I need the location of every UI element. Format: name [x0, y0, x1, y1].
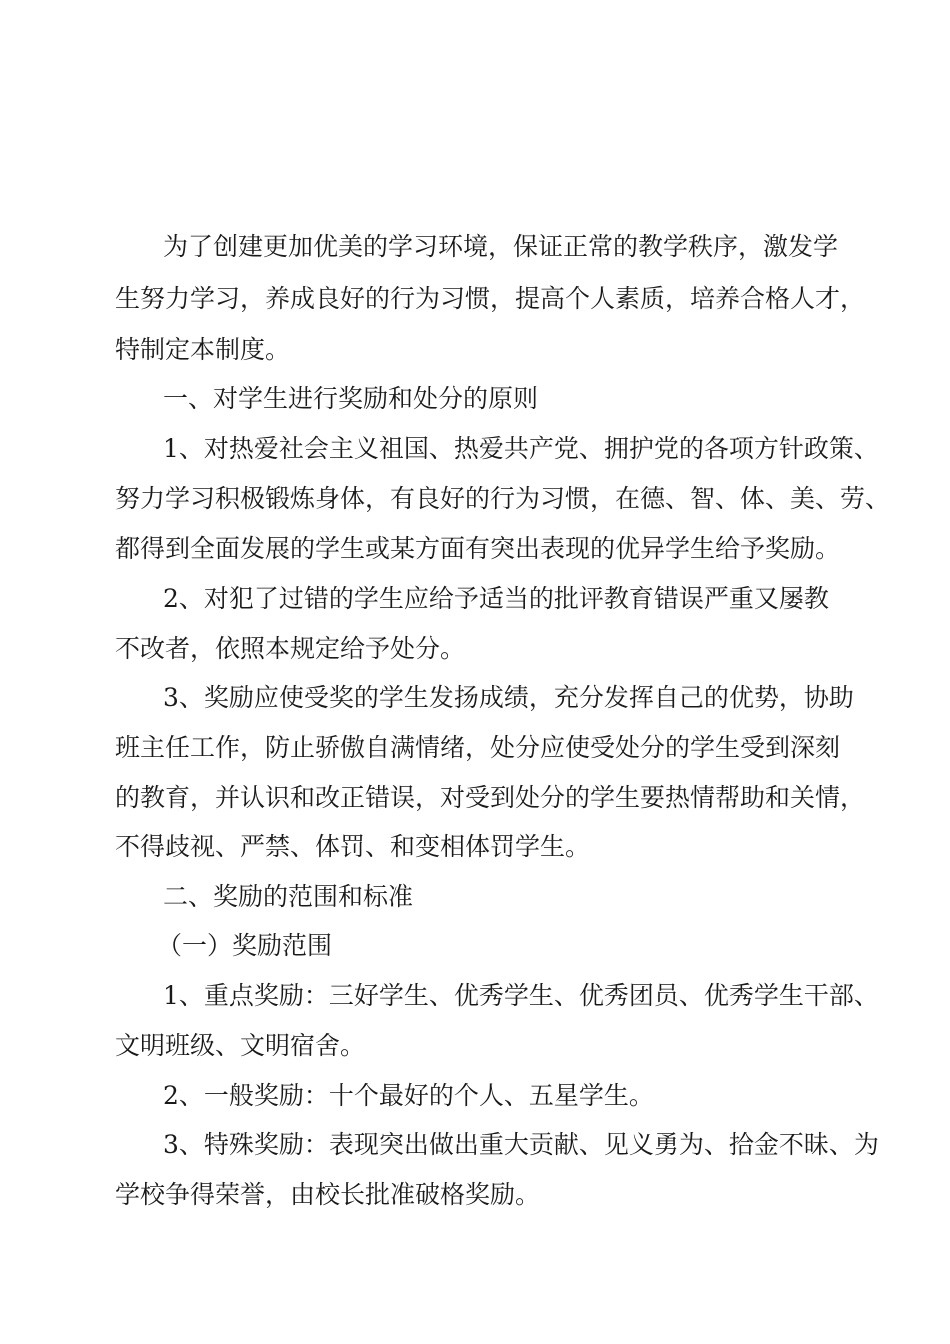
subsection-heading-scope: （一）奖励范围	[157, 931, 333, 960]
section-heading-rewards: 二、奖励的范围和标准	[163, 882, 414, 911]
principle-3-line-4: 不得歧视、严禁、体罚、和变相体罚学生。	[115, 832, 591, 861]
paragraph-intro-line-2: 生努力学习，养成良好的行为习惯，提高个人素质，培养合格人才，	[115, 284, 866, 313]
principle-1-line-2: 努力学习积极锻炼身体，有良好的行为习惯，在德、智、体、美、劳、	[115, 484, 891, 513]
section-heading-principles: 一、对学生进行奖励和处分的原则	[163, 384, 539, 413]
principle-3-line-1: 3、奖励应使受奖的学生发扬成绩，充分发挥自己的优势，协助	[163, 683, 854, 712]
reward-3-line-2: 学校争得荣誉，由校长批准破格奖励。	[115, 1180, 541, 1209]
principle-1-line-1: 1、对热爱社会主义祖国、热爱共产党、拥护党的各项方针政策、	[163, 434, 879, 463]
paragraph-intro-line-1: 为了创建更加优美的学习环境，保证正常的教学秩序，激发学	[163, 232, 839, 261]
reward-2-line-1: 2、一般奖励：十个最好的个人、五星学生。	[163, 1081, 654, 1110]
principle-3-line-3: 的教育，并认识和改正错误，对受到处分的学生要热情帮助和关情，	[115, 783, 866, 812]
reward-3-line-1: 3、特殊奖励：表现突出做出重大贡献、见义勇为、拾金不昧、为	[163, 1130, 879, 1159]
reward-1-line-1: 1、重点奖励：三好学生、优秀学生、优秀团员、优秀学生干部、	[163, 981, 879, 1010]
principle-2-line-1: 2、对犯了过错的学生应给予适当的批评教育错误严重又屡教	[163, 584, 829, 613]
principle-1-line-3: 都得到全面发展的学生或某方面有突出表现的优异学生给予奖励。	[115, 534, 841, 563]
principle-3-line-2: 班主任工作，防止骄傲自满情绪，处分应使受处分的学生受到深刻	[115, 733, 841, 762]
paragraph-intro-line-3: 特制定本制度。	[115, 335, 291, 364]
reward-1-line-2: 文明班级、文明宿舍。	[115, 1031, 366, 1060]
principle-2-line-2: 不改者，依照本规定给予处分。	[115, 634, 466, 663]
